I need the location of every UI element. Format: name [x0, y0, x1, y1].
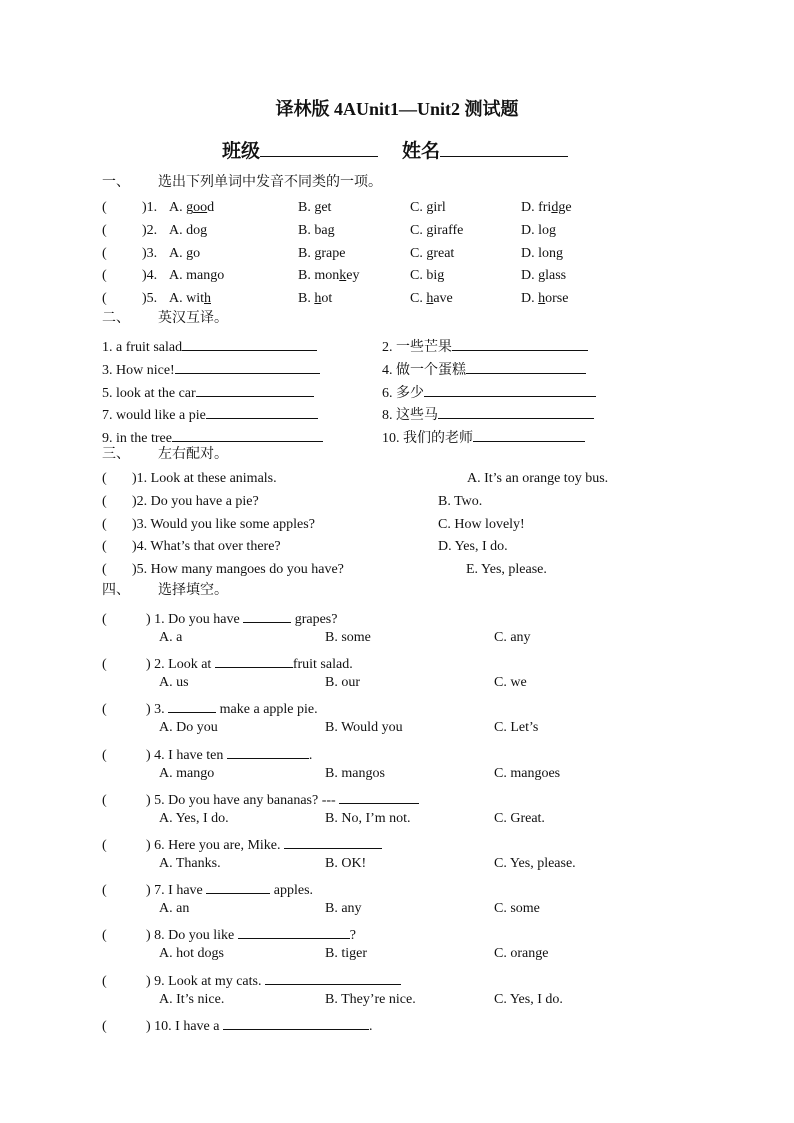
- answer-paren[interactable]: (: [102, 657, 107, 673]
- class-blank[interactable]: [260, 142, 378, 157]
- item-text: 1. a fruit salad: [102, 340, 183, 355]
- option-text: reat: [433, 245, 455, 261]
- answer-blank[interactable]: [182, 336, 317, 351]
- option-text: D. fri: [521, 200, 552, 215]
- choice-a[interactable]: A. It’s nice.: [159, 991, 225, 1007]
- choice-b[interactable]: B. any: [325, 901, 362, 917]
- section-title: 选择填空。: [158, 583, 228, 598]
- question-text: ) 5. Do you have any bananas? ---: [146, 792, 336, 808]
- match-answer: A. It’s an orange toy bus.: [467, 471, 609, 486]
- option-c: [410, 292, 453, 306]
- translation-item: [102, 382, 314, 401]
- answer-paren[interactable]: (: [102, 200, 107, 215]
- item-text: 5. look at the car: [102, 385, 196, 401]
- answer-blank[interactable]: [172, 427, 323, 442]
- translation-item: [102, 336, 317, 355]
- question-number: )2.: [142, 222, 158, 238]
- choice-c[interactable]: C. Yes, I do.: [494, 991, 563, 1007]
- match-question: )1. Look at these animals.: [132, 471, 277, 486]
- answer-blank[interactable]: [238, 924, 350, 939]
- answer-blank[interactable]: [424, 382, 596, 397]
- choice-a[interactable]: A. Thanks.: [159, 856, 221, 871]
- question-text: ) 10. I have a: [146, 1018, 220, 1034]
- option-a: [169, 292, 211, 306]
- answer-paren[interactable]: (: [102, 883, 107, 899]
- answer-blank[interactable]: [206, 404, 318, 419]
- answer-blank[interactable]: [227, 744, 309, 759]
- question-text: ) 6. Here you are, Mike.: [146, 838, 281, 853]
- mc-question: [102, 879, 313, 898]
- item-text: 10. 我们的老师: [382, 431, 473, 447]
- option-b: [298, 292, 332, 306]
- question-text: ) 9. Look at my cats.: [146, 973, 262, 989]
- mc-question: [102, 608, 337, 627]
- choice-a[interactable]: A. a: [159, 630, 183, 645]
- choice-c[interactable]: C. some: [494, 901, 540, 917]
- answer-blank[interactable]: [175, 359, 320, 374]
- section-1-heading: [102, 176, 382, 190]
- option-text: A. g: [169, 200, 194, 215]
- section-number: 二、: [102, 311, 130, 326]
- match-question: )4. What’s that over there?: [132, 539, 281, 555]
- choice-c[interactable]: C. orange: [494, 946, 549, 962]
- option-text: D.: [521, 291, 539, 307]
- option-text: B.: [298, 245, 315, 261]
- question-text: make a apple pie.: [216, 702, 318, 718]
- section-number: 一、: [102, 175, 130, 190]
- match-question: )2. Do you have a pie?: [132, 493, 259, 509]
- option-b: [298, 247, 345, 261]
- match-item: [102, 518, 315, 532]
- answer-paren[interactable]: (: [102, 222, 107, 238]
- choice-c[interactable]: C. Let’s: [494, 720, 539, 736]
- option-text: rape: [321, 245, 346, 261]
- translation-item: [102, 359, 320, 378]
- answer-paren[interactable]: (: [102, 747, 107, 763]
- question-number: )5.: [142, 291, 158, 307]
- choice-c[interactable]: C. mangoes: [494, 765, 561, 781]
- option-text: D. lon: [521, 245, 556, 261]
- section-2-heading: [102, 312, 228, 326]
- question-text: ) 8. Do you like: [146, 928, 235, 944]
- underlined-letters: h: [426, 291, 434, 307]
- underlined-letters: h: [314, 291, 322, 307]
- match-answer: E. Yes, please.: [466, 562, 547, 578]
- question-text: ) 7. I have: [146, 883, 203, 899]
- match-item: [102, 563, 344, 577]
- mc-question: [102, 698, 318, 717]
- option-text: D. lo: [521, 222, 549, 238]
- item-text: 6. 多少: [382, 385, 424, 401]
- underlined-letters: g: [437, 268, 445, 284]
- option-text: A. do: [169, 222, 201, 238]
- option-a: [169, 224, 207, 238]
- match-option: [438, 540, 508, 554]
- option-b: [298, 269, 359, 283]
- option-text: B. mon: [298, 268, 340, 284]
- choice-a[interactable]: A. an: [159, 901, 190, 917]
- choice-a[interactable]: A. us: [159, 675, 189, 691]
- answer-paren[interactable]: (: [102, 245, 107, 261]
- choice-a[interactable]: A. hot dogs: [159, 946, 224, 962]
- choice-c[interactable]: C. Great.: [494, 810, 545, 826]
- underlined-letters: h: [538, 291, 546, 307]
- option-a: [169, 269, 224, 283]
- match-answer: C. How lovely!: [438, 516, 525, 532]
- answer-blank[interactable]: [223, 1015, 369, 1030]
- answer-blank[interactable]: [243, 608, 291, 623]
- item-text: 7. would like a pie: [102, 408, 206, 424]
- option-c: [410, 224, 463, 238]
- item-text: 8. 这些马: [382, 408, 438, 424]
- underlined-letters: h: [204, 291, 211, 307]
- underlined-letters: g: [210, 268, 218, 284]
- underlined-letters: g: [426, 245, 434, 261]
- item-text: 2. 一些芒果: [382, 340, 452, 355]
- underlined-letters: g: [556, 245, 563, 261]
- answer-blank[interactable]: [473, 427, 585, 442]
- option-text: ey: [346, 268, 360, 284]
- question-text: ) 4. I have ten: [146, 747, 224, 763]
- choice-b[interactable]: B. They’re nice.: [325, 991, 416, 1007]
- option-text: o: [217, 268, 225, 284]
- question-text: ?: [349, 928, 356, 944]
- mc-question: [102, 1015, 372, 1034]
- option-text: iraffe: [433, 222, 464, 238]
- underlined-letters: g: [314, 245, 322, 261]
- answer-blank[interactable]: [265, 970, 401, 985]
- option-text: lass: [545, 268, 567, 284]
- option-text: irl: [433, 200, 446, 215]
- choice-a[interactable]: A. mango: [159, 765, 215, 781]
- option-c: [410, 247, 454, 261]
- section-title: 左右配对。: [158, 447, 228, 462]
- question-text: apples.: [270, 883, 314, 899]
- answer-paren[interactable]: (: [102, 928, 107, 944]
- answer-paren[interactable]: (: [102, 702, 107, 718]
- choice-b[interactable]: B. Would you: [325, 720, 403, 736]
- match-question: )3. Would you like some apples?: [132, 516, 315, 532]
- mc-question: [102, 789, 419, 808]
- option-b: [298, 201, 331, 215]
- answer-blank[interactable]: [284, 834, 382, 849]
- question-text: grapes?: [291, 612, 338, 627]
- option-d: [521, 247, 563, 261]
- choice-b[interactable]: B. tiger: [325, 946, 367, 962]
- choice-c[interactable]: C. any: [494, 630, 531, 645]
- option-text: C.: [410, 291, 427, 307]
- answer-paren[interactable]: (: [102, 493, 107, 509]
- option-text: A.: [169, 245, 187, 261]
- answer-blank[interactable]: [339, 789, 419, 804]
- choice-b[interactable]: B. No, I’m not.: [325, 810, 411, 826]
- choice-c[interactable]: C. Yes, please.: [494, 856, 576, 871]
- match-option: [467, 472, 608, 486]
- section-3-heading: [102, 448, 228, 462]
- translation-item: [102, 404, 318, 423]
- option-text: et: [321, 200, 332, 215]
- question-text: ) 1. Do you have: [146, 612, 240, 627]
- option-a: [169, 247, 200, 261]
- match-option: [438, 495, 482, 509]
- underlined-letters: g: [186, 245, 194, 261]
- option-text: B.: [298, 291, 315, 307]
- mc-question: [102, 970, 401, 989]
- underlined-letters: dg: [551, 200, 566, 215]
- underlined-letters: g: [549, 222, 556, 238]
- option-text: C. g: [410, 200, 434, 215]
- name-field: [402, 142, 568, 161]
- question-number: )4.: [142, 268, 158, 284]
- item-text: 3. How nice!: [102, 362, 175, 378]
- option-text: e: [565, 200, 572, 215]
- answer-blank[interactable]: [168, 698, 216, 713]
- question-text: .: [368, 1018, 373, 1034]
- option-a: [169, 201, 214, 215]
- choice-b[interactable]: B. some: [325, 630, 371, 645]
- answer-paren[interactable]: (: [102, 516, 107, 532]
- option-d: [521, 292, 568, 306]
- answer-paren[interactable]: (: [102, 838, 107, 853]
- underlined-letters: k: [339, 268, 347, 284]
- option-c: [410, 201, 446, 215]
- match-question: )5. How many mangoes do you have?: [132, 562, 344, 578]
- choice-b[interactable]: B. OK!: [325, 856, 367, 871]
- option-text: orse: [545, 291, 569, 307]
- option-d: [521, 201, 572, 215]
- option-text: C.: [410, 245, 427, 261]
- answer-blank[interactable]: [215, 653, 293, 668]
- question-row-label: [102, 201, 157, 215]
- translation-item: [382, 404, 594, 423]
- answer-paren[interactable]: (: [102, 1018, 107, 1034]
- option-text: B. ba: [298, 222, 328, 238]
- option-text: A. man: [169, 268, 211, 284]
- option-text: o: [193, 245, 201, 261]
- underlined-letters: g: [426, 222, 434, 238]
- match-item: [102, 472, 277, 486]
- choice-a[interactable]: A. Yes, I do.: [159, 810, 229, 826]
- choice-b[interactable]: B. our: [325, 675, 360, 691]
- option-text: C.: [410, 222, 427, 238]
- choice-b[interactable]: B. mangos: [325, 765, 385, 781]
- question-text: fruit salad.: [292, 657, 353, 673]
- answer-blank[interactable]: [196, 382, 314, 397]
- option-text: ave: [433, 291, 453, 307]
- option-text: ot: [321, 291, 333, 307]
- question-text: ) 3.: [146, 702, 165, 718]
- underlined-letters: oo: [193, 200, 208, 215]
- answer-blank[interactable]: [438, 404, 594, 419]
- option-text: d: [207, 200, 215, 215]
- choice-a[interactable]: A. Do you: [159, 720, 218, 736]
- translation-item: [382, 382, 596, 401]
- translation-item: [382, 427, 585, 446]
- match-answer: B. Two.: [438, 493, 483, 509]
- mc-question: [102, 924, 356, 943]
- answer-paren[interactable]: (: [102, 471, 107, 486]
- option-c: [410, 269, 444, 283]
- class-label: 班级: [222, 141, 261, 162]
- answer-paren[interactable]: (: [102, 612, 107, 627]
- item-text: 4. 做一个蛋糕: [382, 362, 466, 378]
- answer-paren[interactable]: (: [102, 973, 107, 989]
- answer-blank[interactable]: [452, 336, 588, 351]
- section-number: 三、: [102, 447, 130, 462]
- match-option: [438, 518, 525, 532]
- question-text: ) 2. Look at: [146, 657, 212, 673]
- question-number: )1.: [142, 200, 158, 215]
- name-blank[interactable]: [440, 142, 568, 157]
- name-label: 姓名: [402, 141, 441, 162]
- underlined-letters: g: [200, 222, 208, 238]
- match-item: [102, 495, 259, 509]
- option-text: B. g: [298, 200, 322, 215]
- answer-blank[interactable]: [206, 879, 270, 894]
- underlined-letters: g: [538, 268, 546, 284]
- section-title: 选出下列单词中发音不同类的一项。: [158, 175, 382, 190]
- class-field: [222, 142, 378, 161]
- mc-question: [102, 834, 382, 853]
- section-4-heading: [102, 584, 228, 598]
- answer-paren[interactable]: (: [102, 291, 107, 307]
- question-number: )3.: [142, 245, 158, 261]
- question-row-label: [102, 224, 157, 238]
- mc-question: [102, 744, 312, 763]
- option-d: [521, 269, 566, 283]
- match-option: [466, 563, 547, 577]
- translation-item: [382, 336, 588, 355]
- underlined-letters: g: [327, 222, 335, 238]
- question-text: .: [308, 747, 313, 763]
- item-text: 9. in the tree: [102, 431, 172, 447]
- option-text: A. wit: [169, 291, 204, 307]
- question-row-label: [102, 292, 157, 306]
- section-number: 四、: [102, 583, 130, 598]
- option-b: [298, 224, 335, 238]
- mc-question: [102, 653, 353, 672]
- translation-item: [382, 359, 586, 378]
- match-answer: D. Yes, I do.: [438, 539, 508, 555]
- section-title: 英汉互译。: [158, 311, 228, 326]
- option-d: [521, 224, 556, 238]
- question-row-label: [102, 247, 157, 261]
- answer-paren[interactable]: (: [102, 268, 107, 284]
- translation-item: [102, 427, 323, 446]
- match-item: [102, 540, 281, 554]
- answer-paren[interactable]: (: [102, 792, 107, 808]
- answer-paren[interactable]: (: [102, 562, 107, 578]
- option-text: C. bi: [410, 268, 438, 284]
- choice-c[interactable]: C. we: [494, 675, 527, 691]
- answer-paren[interactable]: (: [102, 539, 107, 555]
- option-text: D.: [521, 268, 539, 284]
- question-row-label: [102, 269, 157, 283]
- answer-blank[interactable]: [466, 359, 586, 374]
- page-title: 译林版 4AUnit1—Unit2 测试题: [275, 99, 519, 119]
